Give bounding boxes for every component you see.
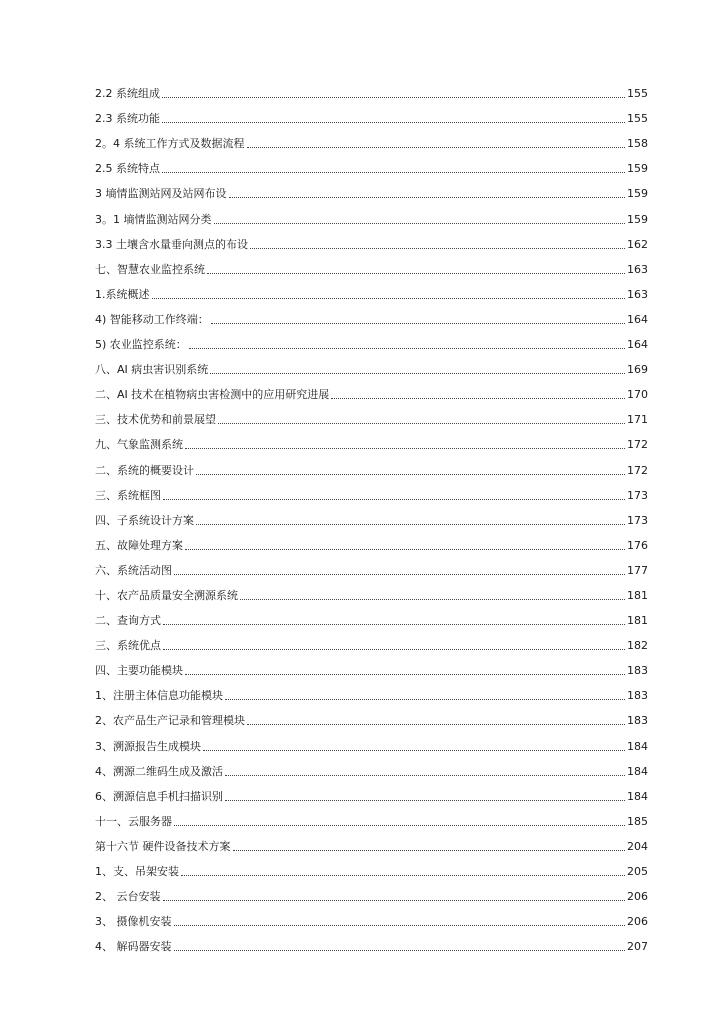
toc-entry-page-number: 183 <box>627 664 648 678</box>
toc-entry-title: 3 墒情监测站网及站网布设 <box>95 187 227 201</box>
toc-entry[interactable] <box>95 553 648 578</box>
toc-entry-page-number: 207 <box>627 940 648 954</box>
toc-entry-title: 2、农产品生产记录和管理模块 <box>95 714 245 728</box>
toc-entry-title: 4) 智能移动工作终端： <box>95 312 209 326</box>
toc-entry-title: 四、主要功能模块 <box>95 664 183 678</box>
toc-entry[interactable] <box>95 653 648 678</box>
toc-entry[interactable] <box>95 201 648 226</box>
toc-entry-page-number: 176 <box>627 538 648 552</box>
toc-entry-title: 二、系统的概要设计 <box>95 463 194 477</box>
toc-entry[interactable] <box>95 327 648 352</box>
toc-entry-page-number: 164 <box>627 338 648 352</box>
toc-entry-page-number: 172 <box>627 438 648 452</box>
toc-entry-title: 3、溯源报告生成模块 <box>95 739 201 753</box>
toc-dot-leader <box>174 950 626 951</box>
toc-entry-title: 十一、云服务器 <box>95 814 172 828</box>
toc-entry-page-number: 184 <box>627 764 648 778</box>
toc-entry-title: 七、智慧农业监控系统 <box>95 262 205 276</box>
toc-entry-title: 1、注册主体信息功能模块 <box>95 689 223 703</box>
toc-entry-title: 五、故障处理方案 <box>95 538 183 552</box>
toc-dot-leader <box>210 373 625 374</box>
toc-entry[interactable] <box>95 227 648 252</box>
toc-entry-title: 3.3 土壤含水量垂向测点的布设 <box>95 237 248 251</box>
toc-entry[interactable] <box>95 603 648 628</box>
toc-dot-leader <box>233 850 626 851</box>
toc-entry-page-number: 159 <box>627 212 648 226</box>
toc-entry-page-number: 164 <box>627 312 648 326</box>
toc-entry-title: 1、支、吊架安装 <box>95 865 179 878</box>
toc-dot-leader <box>181 875 625 876</box>
toc-entry-page-number: 171 <box>627 413 648 427</box>
toc-entry[interactable] <box>95 528 648 553</box>
toc-entry-page-number: 155 <box>627 112 648 126</box>
toc-entry-page-number: 155 <box>627 87 648 101</box>
toc-entry[interactable] <box>95 628 648 653</box>
toc-entry-title: 4、溯源二维码生成及激活 <box>95 764 223 778</box>
toc-dot-leader <box>207 273 625 274</box>
table-of-contents <box>95 76 648 954</box>
toc-dot-leader <box>225 699 625 700</box>
toc-entry[interactable] <box>95 578 648 603</box>
toc-entry-title: 4、 解码器安装 <box>95 940 172 954</box>
toc-entry[interactable] <box>95 377 648 402</box>
toc-entry-title: 2.3 系统功能 <box>95 112 160 126</box>
toc-dot-leader <box>247 147 626 148</box>
toc-entry[interactable] <box>95 879 648 904</box>
toc-entry[interactable] <box>95 252 648 277</box>
toc-entry-title: 3、 摄像机安装 <box>95 915 172 929</box>
toc-entry-title: 六、系统活动图 <box>95 563 172 577</box>
toc-entry-page-number: 204 <box>627 839 648 853</box>
toc-dot-leader <box>250 248 625 249</box>
toc-entry-page-number: 181 <box>627 614 648 628</box>
toc-entry-title: 2、 云台安装 <box>95 890 161 904</box>
toc-entry-page-number: 206 <box>627 890 648 904</box>
toc-entry[interactable] <box>95 728 648 753</box>
toc-entry-page-number: 163 <box>627 287 648 301</box>
toc-entry[interactable] <box>95 754 648 779</box>
toc-entry-page-number: 159 <box>627 162 648 176</box>
toc-dot-leader <box>189 348 625 349</box>
toc-entry-title: 2。4 系统工作方式及数据流程 <box>95 137 245 151</box>
toc-dot-leader <box>163 649 625 650</box>
toc-entry-title: 二、AI 技术在植物病虫害检测中的应用研究进展 <box>95 388 330 402</box>
toc-entry-title: 1.系统概述 <box>95 287 150 301</box>
toc-dot-leader <box>174 925 626 926</box>
toc-dot-leader <box>225 800 625 801</box>
toc-entry[interactable] <box>95 804 648 829</box>
toc-entry[interactable] <box>95 126 648 151</box>
toc-entry-title: 四、子系统设计方案 <box>95 513 194 527</box>
toc-entry-page-number: 184 <box>627 789 648 803</box>
toc-dot-leader <box>152 298 626 299</box>
toc-entry-title: 2.2 系统组成 <box>95 87 160 101</box>
toc-entry[interactable] <box>95 829 648 854</box>
toc-entry[interactable] <box>95 678 648 703</box>
toc-entry-page-number: 169 <box>627 363 648 377</box>
toc-dot-leader <box>162 122 625 123</box>
toc-dot-leader <box>162 172 625 173</box>
toc-entry-page-number: 159 <box>627 187 648 201</box>
toc-entry[interactable] <box>95 703 648 728</box>
toc-entry-page-number: 183 <box>627 714 648 728</box>
toc-dot-leader <box>185 674 625 675</box>
toc-entry-page-number: 173 <box>627 513 648 527</box>
toc-entry-title: 5) 农业监控系统： <box>95 338 187 352</box>
toc-entry[interactable] <box>95 929 648 954</box>
toc-entry[interactable] <box>95 277 648 302</box>
toc-dot-leader <box>247 724 625 725</box>
toc-dot-leader <box>163 499 625 500</box>
toc-entry[interactable] <box>95 503 648 528</box>
toc-dot-leader <box>211 323 625 324</box>
toc-entry[interactable] <box>95 427 648 452</box>
toc-entry-page-number: 185 <box>627 814 648 828</box>
toc-entry-page-number: 205 <box>627 865 648 878</box>
toc-entry[interactable] <box>95 151 648 176</box>
toc-entry-page-number: 184 <box>627 739 648 753</box>
toc-entry[interactable] <box>95 402 648 427</box>
toc-entry-page-number: 181 <box>627 588 648 602</box>
toc-entry-page-number: 182 <box>627 639 648 653</box>
toc-entry[interactable] <box>95 904 648 929</box>
toc-entry-page-number: 162 <box>627 237 648 251</box>
toc-dot-leader <box>218 423 625 424</box>
toc-dot-leader <box>163 624 625 625</box>
toc-dot-leader <box>196 524 625 525</box>
toc-entry-title: 6、溯源信息手机扫描识别 <box>95 789 223 803</box>
toc-dot-leader <box>203 750 625 751</box>
toc-entry[interactable] <box>95 302 648 327</box>
toc-entry-title: 三、技术优势和前景展望 <box>95 413 216 427</box>
toc-entry[interactable] <box>95 352 648 377</box>
toc-entry-title: 九、气象监测系统 <box>95 438 183 452</box>
toc-dot-leader <box>185 448 625 449</box>
toc-entry-page-number: 177 <box>627 563 648 577</box>
toc-dot-leader <box>185 549 625 550</box>
toc-entry-title: 三、系统优点 <box>95 639 161 653</box>
toc-entry[interactable] <box>95 176 648 201</box>
toc-entry[interactable] <box>95 452 648 477</box>
toc-entry-page-number: 206 <box>627 915 648 929</box>
toc-dot-leader <box>229 197 626 198</box>
toc-dot-leader <box>225 775 625 776</box>
toc-entry-title: 八、AI 病虫害识别系统 <box>95 363 209 377</box>
toc-entry-title: 第十六节 硬件设备技术方案 <box>95 839 231 853</box>
toc-dot-leader <box>163 900 626 901</box>
toc-entry-title: 二、查询方式 <box>95 614 161 628</box>
toc-entry-page-number: 158 <box>627 137 648 151</box>
toc-entry-title: 3。1 墒情监测站网分类 <box>95 212 212 226</box>
toc-entry-title: 十、农产品质量安全溯源系统 <box>95 588 238 602</box>
toc-dot-leader <box>174 825 625 826</box>
toc-dot-leader <box>196 474 625 475</box>
toc-entry[interactable] <box>95 854 648 879</box>
toc-entry[interactable] <box>95 478 648 503</box>
toc-dot-leader <box>331 398 625 399</box>
toc-entry-page-number: 183 <box>627 689 648 703</box>
toc-entry-page-number: 173 <box>627 488 648 502</box>
toc-entry[interactable] <box>95 101 648 126</box>
toc-entry-page-number: 163 <box>627 262 648 276</box>
toc-dot-leader <box>214 223 626 224</box>
toc-entry[interactable] <box>95 779 648 804</box>
toc-entry-title: 三、系统框图 <box>95 488 161 502</box>
toc-entry-page-number: 172 <box>627 463 648 477</box>
toc-dot-leader <box>174 574 625 575</box>
toc-entry-title: 2.5 系统特点 <box>95 162 160 176</box>
toc-entry[interactable] <box>95 76 648 101</box>
toc-entry-page-number: 170 <box>627 388 648 402</box>
toc-dot-leader <box>240 599 625 600</box>
toc-dot-leader <box>162 97 625 98</box>
